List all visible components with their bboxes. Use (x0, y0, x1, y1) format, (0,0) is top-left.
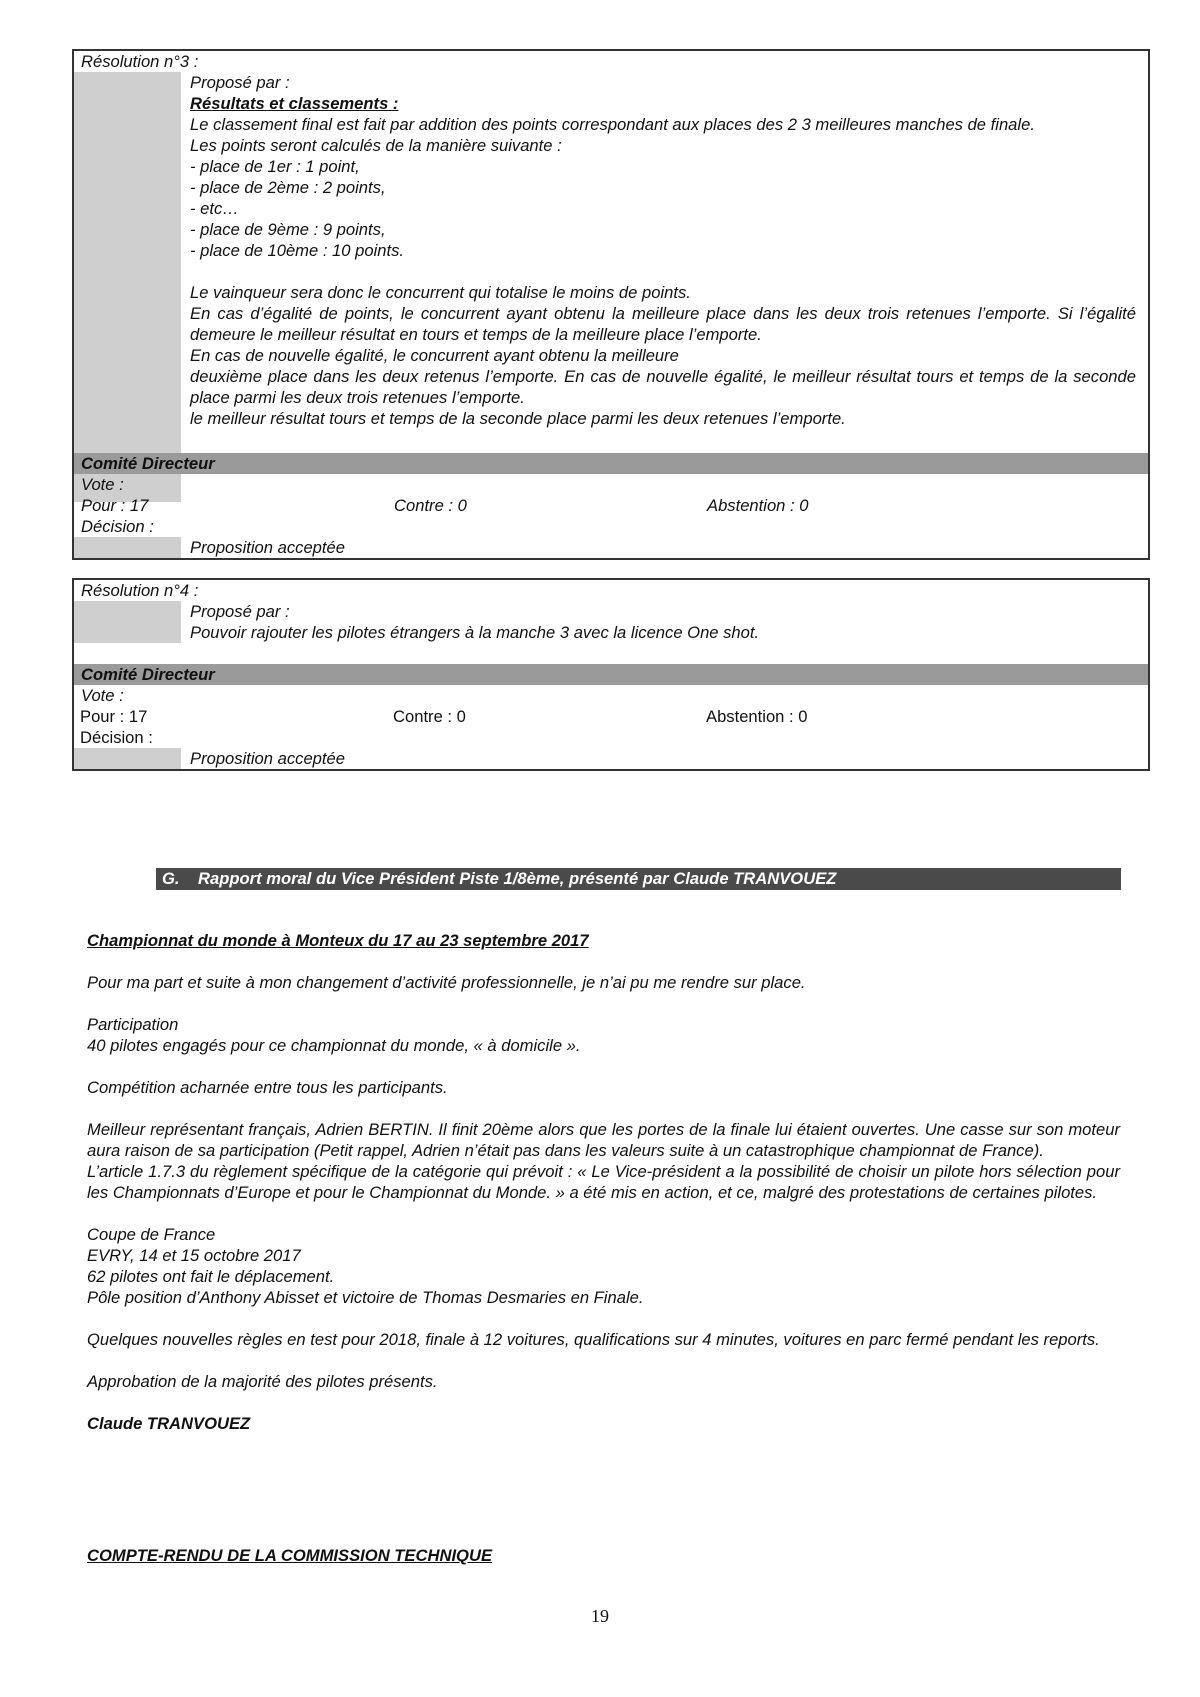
vote-abstention: Abstention : 0 (706, 707, 808, 726)
text-line: - place de 1er : 1 point, (190, 157, 360, 176)
resolution-3-box (72, 49, 1150, 560)
decision-value: Proposition acceptée (190, 538, 345, 557)
resolution-title: Résolution n°3 : (81, 52, 199, 71)
section-title: Rapport moral du Vice Président Piste 1/8ème, présenté par Claude TRANVOUEZ (197, 869, 837, 888)
coupe-pilots: 62 pilotes ont fait le déplacement. (87, 1267, 335, 1286)
paragraph: Meilleur représentant français, Adrien BERTIN. Il finit 20ème alors que les portes de la finale lui étaient ouvertes. Une casse sur son moteur aura raison de sa participation (Petit rappel, Adrien n’était pas dans les valeurs suite à un catastrophique championnat de France). (87, 1120, 1120, 1160)
text-line: Le classement final est fait par addition des points correspondant aux places des 2 3 meilleures manches de finale. (190, 115, 1035, 134)
proposed-by: Proposé par : (190, 602, 290, 621)
coupe-label: Coupe de France (87, 1225, 216, 1244)
coupe-pole: Pôle position d’Anthony Abisset et victoire de Thomas Desmaries en Finale. (87, 1288, 644, 1307)
resolution-content (190, 72, 1136, 429)
report-body (87, 930, 1120, 1434)
resolution-4-box (72, 578, 1150, 771)
vote-label: Vote : (81, 475, 124, 494)
page-number: 19 (591, 1606, 609, 1626)
text-line: le meilleur résultat tours et temps de la seconde place parmi les deux retenues l’emporte. (190, 409, 846, 428)
decision-value: Proposition acceptée (190, 749, 345, 768)
text-line: - place de 10ème : 10 points. (190, 241, 405, 260)
technical-heading: COMPTE-RENDU DE LA COMMISSION TECHNIQUE (87, 1546, 493, 1565)
grey-margin (74, 537, 181, 558)
grey-margin (74, 72, 181, 502)
decision-label: Décision : (80, 728, 153, 747)
vote-pour: Pour : 17 (80, 707, 148, 726)
signature: Claude TRANVOUEZ (87, 1414, 251, 1433)
resolution-text: Pouvoir rajouter les pilotes étrangers à la manche 3 avec la licence One shot. (190, 623, 760, 642)
text-line: - place de 2ème : 2 points, (190, 178, 386, 197)
text-line: En cas de nouvelle égalité, le concurrent ayant obtenu la meilleure (190, 346, 679, 365)
resolution-title: Résolution n°4 : (81, 581, 199, 600)
proposed-by: Proposé par : (190, 73, 290, 92)
paragraph: Quelques nouvelles règles en test pour 2018, finale à 12 voitures, qualifications sur 4 minutes, voitures en parc fermé pendant les reports. (87, 1330, 1100, 1349)
grey-margin (74, 601, 181, 643)
participation-label: Participation (87, 1015, 179, 1034)
vote-label: Vote : (81, 686, 124, 705)
participation-text: 40 pilotes engagés pour ce championnat du monde, « à domicile ». (87, 1036, 581, 1055)
vote-pour: Pour : 17 (81, 496, 149, 515)
report-heading: Championnat du monde à Monteux du 17 au 23 septembre 2017 (87, 931, 589, 950)
vote-abstention: Abstention : 0 (707, 496, 809, 515)
paragraph: Pour ma part et suite à mon changement d’activité professionnelle, je n’ai pu me rendre sur place. (87, 973, 806, 992)
coupe-place: EVRY, 14 et 15 octobre 2017 (87, 1246, 301, 1265)
paragraph: deuxième place dans les deux retenus l’emporte. En cas de nouvelle égalité, le meilleur résultat tours et temps de la seconde place parmi les deux trois retenues l’emporte. (190, 367, 1136, 407)
section-letter: G. (162, 869, 180, 888)
paragraph: Approbation de la majorité des pilotes présents. (87, 1372, 438, 1391)
technical-section (87, 1545, 1120, 1566)
committee-bar: Comité Directeur (74, 453, 1148, 474)
section-heading: Résultats et classements : (190, 94, 399, 113)
section-g-header (156, 868, 1121, 890)
text-line: - etc… (190, 199, 239, 218)
paragraph: Compétition acharnée entre tous les participants. (87, 1078, 448, 1097)
paragraph: En cas d’égalité de points, le concurrent ayant obtenu la meilleure place dans les deux trois retenues l’emporte. Si l’égalité demeure le meilleur résultat en tours et temps de la meilleure place l’emporte. (190, 304, 1136, 344)
text-line: Les points seront calculés de la manière suivante : (190, 136, 562, 155)
committee-bar: Comité Directeur (74, 664, 1148, 685)
grey-margin (74, 748, 181, 769)
decision-label: Décision : (81, 517, 154, 536)
vote-contre: Contre : 0 (394, 496, 467, 515)
text-line: - place de 9ème : 9 points, (190, 220, 386, 239)
text-line: Le vainqueur sera donc le concurrent qui totalise le moins de points. (190, 283, 691, 302)
paragraph: L’article 1.7.3 du règlement spécifique de la catégorie qui prévoit : « Le Vice-président a la possibilité de choisir un pilote hors sélection pour les Championnats d’Europe et pour le Championnat du Monde. » a été mis en action, et ce, malgré des protestations de certaines pilotes. (87, 1162, 1120, 1202)
vote-contre: Contre : 0 (393, 707, 466, 726)
